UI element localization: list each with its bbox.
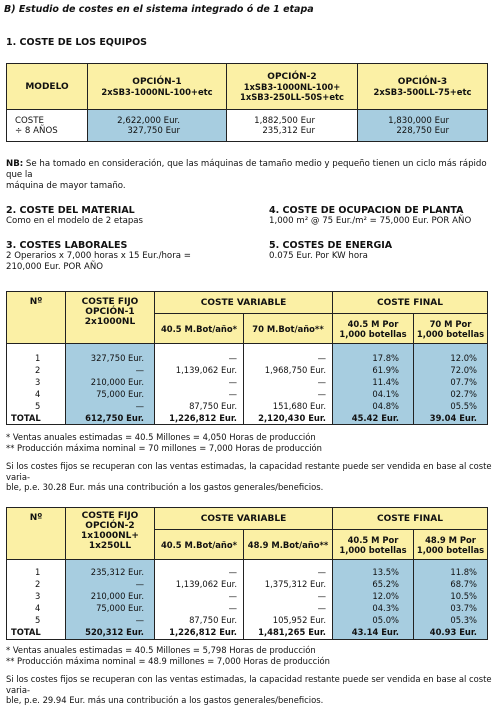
t2-var-b-header: 70 M.Bot/año** [244,314,333,344]
t3-var-b-col: — 1,375,312 Eur. — — 105,952 Eur. 1,481,265 Eur. [244,560,333,640]
option3-header: OPCIÓN-3 2xSB3-500LL-75+etc [358,64,488,110]
t2-var-a-col: — 1,139,062 Eur. — — 87,750 Eur. 1,226,812 Eur. [155,344,244,425]
t2-var-b-col: — 1,968,750 Eur. — — 151,680 Eur. 2,120,430 Eur. [244,344,333,425]
t3-final-header: COSTE FINAL [333,508,488,530]
t2-n-header: Nº [7,292,66,344]
t2-fin-b-header: 70 M Por 1,000 botellas [414,314,488,344]
equipment-cost-table [6,63,488,142]
t3-var-a-header: 40.5 M.Bot/año* [155,530,244,560]
option2-header: OPCIÓN-2 1xSB3-1000NL-100+ 1xSB3-250LL-50S+etc [227,64,358,110]
t2-fin-a-header: 40.5 M Por 1,000 botellas [333,314,414,344]
t2-fixed-header: COSTE FIJO OPCIÓN-1 2x1000NL [66,292,155,344]
t2-variable-header: COSTE VARIABLE [155,292,333,314]
table2-notes: * Ventas anuales estimadas = 40.5 Millones = 4,050 Horas de producción ** Producción máxima nominal = 70 millones = 7,000 Horas de producción Si los costes fijos se recuperan con las ventas estimadas, la capacidad restante puede ser vendida en base al coste varia- ble, p.e. 30.28 Eur. más una contribución a los gastos generales/beneficios. [6,432,492,492]
t3-n-col: 1 2 3 4 5 TOTAL [7,560,66,640]
t3-n-header: Nº [7,508,66,560]
material-cost: 2. COSTE DEL MATERIAL Como en el modelo de 2 etapas [6,205,144,226]
option2-cost: 1,882,500 Eur 235,312 Eur [227,110,358,142]
t3-variable-header: COSTE VARIABLE [155,508,333,530]
option3-cost: 1,830,000 Eur 228,750 Eur [358,110,488,142]
cost-table-option2 [6,507,488,640]
model-header: MODELO [7,64,88,110]
t3-fin-a-col: 13.5% 65.2% 12.0% 04.3% 05.0% 43.14 Eur. [333,560,414,640]
nb-note: NB: Se ha tomado en consideración, que las máquinas de tamaño medio y pequeño tienen un ciclo más rápido que la máquina de mayor tamaño. [6,159,487,192]
t3-fin-b-col: 11.8% 68.7% 10.5% 03.7% 05.3% 40.93 Eur. [414,560,488,640]
t2-fin-b-col: 12.0% 72.0% 07.7% 02.7% 05.5% 39.04 Eur. [414,344,488,425]
t2-fixed-col: 327,750 Eur. — 210,000 Eur. 75,000 Eur. — 612,750 Eur. [66,344,155,425]
t3-fixed-header: COSTE FIJO OPCIÓN-2 1x1000NL+ 1x250LL [66,508,155,560]
t2-final-header: COSTE FINAL [333,292,488,314]
option1-cost: 2,622,000 Eur. 327,750 Eur [88,110,227,142]
t3-fin-b-header: 48.9 M Por 1,000 botellas [414,530,488,560]
plant-cost: 4. COSTE DE OCUPACION DE PLANTA 1,000 m² @ 75 Eur./m² = 75,000 Eur. POR AÑO [269,205,472,226]
cost-table-option1 [6,291,488,425]
page-header: B) Estudio de costes en el sistema integrado ó de 1 etapa [4,4,314,15]
t3-fin-a-header: 40.5 M Por 1,000 botellas [333,530,414,560]
t3-fixed-col: 235,312 Eur. — 210,000 Eur. 75,000 Eur. — 520,312 Eur. [66,560,155,640]
option1-header: OPCIÓN-1 2xSB3-1000NL-100+etc [88,64,227,110]
t2-var-a-header: 40.5 M.Bot/año* [155,314,244,344]
t2-fin-a-col: 17.8% 61.9% 11.4% 04.1% 04.8% 45.42 Eur. [333,344,414,425]
labor-cost: 3. COSTES LABORALES 2 Operarios x 7,000 horas x 15 Eur./hora = 210,000 Eur. POR AÑO [6,240,191,273]
cost-row-label: COSTE ÷ 8 AÑOS [7,110,88,142]
t2-n-col: 1 2 3 4 5 TOTAL [7,344,66,425]
section-equipment-title: 1. COSTE DE LOS EQUIPOS [6,37,148,48]
t3-var-b-header: 48.9 M.Bot/año** [244,530,333,560]
table3-notes: * Ventas anuales estimadas = 40.5 Millones = 5,798 Horas de producción ** Producción máxima nominal = 48.9 millones = 7,000 Horas de producción Si los costes fijos se recuperan con las ventas estimadas, la capacidad restante puede ser vendida en base al coste varia- ble, p.e. 29.94 Eur. más una contribución a los gastos generales/beneficios. [6,645,492,705]
t3-var-a-col: — 1,139,062 Eur. — — 87,750 Eur. 1,226,812 Eur. [155,560,244,640]
energy-cost: 5. COSTES DE ENERGIA 0.075 Eur. Por KW hora [269,240,393,261]
